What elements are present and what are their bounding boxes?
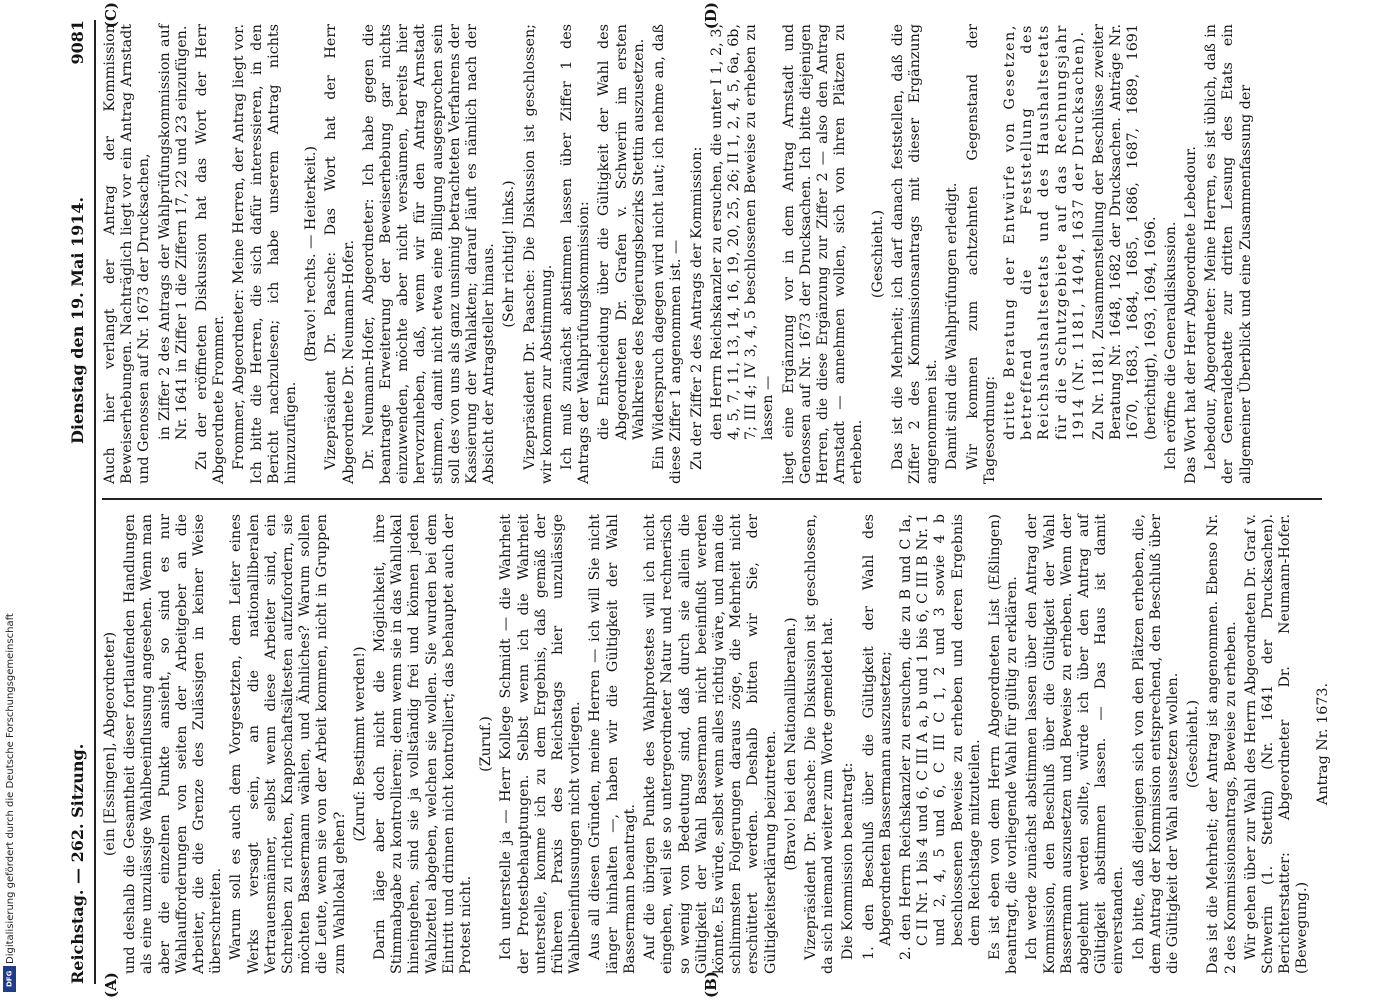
margin-marker-b: (B) bbox=[702, 971, 720, 998]
paragraph: Wir gehen über zur Wahl des Herrn Abgeordneten Dr. Graf v. Schwerin (1. Stettin) (Nr. 1641 der Drucksachen). Berichterstatter: Abgeordneter Dr. Neumann-Hofer. (Bewegung.) bbox=[1242, 514, 1311, 974]
rotated-page bbox=[60, 0, 1360, 1000]
paragraph: Warum soll es auch dem Vorgesetzten, dem Leiter eines Werks versagt sein, an die nationalliberalen Vertrauensmänner, selbst wenn diese Arbeiter sind, ein Schreiben zu richten, Knappschaftsältesten aufzufordern, sie möchten Bassermann wählen, und Ähnliches? Warum sollen die Leute, wenn sie von der Arbeit kommen, nicht in Gruppen zum Wahllokal gehen? bbox=[228, 514, 348, 974]
paragraph: Das ist die Mehrheit; der Antrag ist angenommen. Ebenso Nr. 2 des Kommissionsantrags, Beweise zu erheben. bbox=[1205, 514, 1239, 974]
paragraph: Lebedour, Abgeordneter: Meine Herren, es ist üblich, daß in der Generaldebatte zur dritten Lesung des Etats ein allgemeiner Überblick und eine Zusammenfassung der bbox=[1203, 24, 1254, 484]
paragraph: Zu der eröffneten Diskussion hat das Wort der Herr Abgeordnete Frommer. bbox=[194, 24, 228, 484]
logo-text: DFG bbox=[5, 970, 14, 988]
paragraph: Wir kommen zum achtzehnten Gegenstand der Tagesordnung: bbox=[964, 24, 998, 484]
page-header bbox=[60, 20, 96, 984]
paragraph: und deshalb die Gesamtheit dieser fortlaufenden Handlungen als eine unzulässige Wahlbeeinflussung angesehen. Wenn man aber die einzelnen Punkte ansieht, so sind es nur Wahlaufforderungen von seiten der Arbeitgeber an die Arbeiter, die die Grenze des Zulässigen in keiner Weise überschreiten. bbox=[122, 514, 225, 974]
credit-text: Digitalisierung gefördert durch die Deutsche Forschungsgemeinschaft bbox=[5, 613, 16, 964]
paragraph: Das ist die Mehrheit; ich darf danach feststellen, daß die Ziffer 2 des Kommissionsantrags mit dieser Ergänzung angenommen ist. bbox=[889, 24, 941, 484]
paragraph: Ich muß zunächst abstimmen lassen über Ziffer 1 des Antrags der Wahlprüfungskommission: bbox=[559, 24, 593, 484]
dfg-logo-icon bbox=[3, 966, 16, 992]
quoted-motion: in Ziffer 2 des Antrags der Wahlprüfungskommission auf Nr. 1641 in Ziffer 1 die Ziffern 17, 22 und 23 einzufügen. bbox=[156, 24, 190, 440]
interjection: (Geschieht.) bbox=[1185, 699, 1202, 789]
margin-marker-c: (C) bbox=[102, 2, 120, 29]
paragraph: Ich unterstelle ja — Herr Kollege Schmidt — die Wahrheit der Protestbehauptungen. Selbst wenn ich die Wahrheit unterstelle, komme ich zu dem Ergebnis, daß gemäß der früheren Praxis des Reichstags hier unzulässige Wahlbeeinflussungen nicht vorliegen. bbox=[498, 514, 584, 974]
margin-marker-d: (D) bbox=[702, 2, 720, 30]
paragraph: Antrag Nr. 1673. bbox=[1314, 682, 1331, 806]
motion-item: 1. den Beschluß über die Gültigkeit der Wahl des Abgeordneten Bassermann auszusetzen; bbox=[860, 514, 894, 960]
interjection: (Bravo! bei den Nationalliberalen.) bbox=[782, 617, 799, 871]
paragraph: liegt eine Ergänzung vor in dem Antrag Arnstadt und Genossen auf Nr. 1673 der Drucksachen. Ich bitte diejenigen Herren, die diese Ergänzung zur Ziffer 2 — also den Antrag Arnstadt — annehmen wollen, sich von ihren Plätzen zu erheben. bbox=[780, 24, 866, 484]
paragraph: Vizepräsident Dr. Paasche: Die Diskussion ist geschlossen; wir kommen zur Abstimmung. bbox=[521, 24, 555, 484]
interjection: (Sehr richtig! links.) bbox=[501, 180, 518, 328]
paragraph: Darin läge aber doch nicht die Möglichkeit, ihre Stimmabgabe zu kontrollieren; denn wenn sie in das Wahllokal hineingehen, sind sie ja vollständig frei und können jeden Wahlzettel abgeben, welchen sie wollen. Sie wurden bei dem Eintritt und drinnen nicht kontrolliert; das behauptet auch der Protest nicht. bbox=[372, 514, 475, 974]
interjection: (Bravo! rechts. — Heiterkeit.) bbox=[303, 145, 320, 363]
interjection: (Zuruf: Bestimmt werden!) bbox=[351, 646, 368, 842]
paragraph: Auch hier verlangt der Antrag der Kommission Beweiserhebungen. Nachträglich liegt vor ein Antrag Arnstadt und Genossen auf Nr. 1673 der Drucksachen, bbox=[102, 24, 153, 484]
margin-marker-a: (A) bbox=[102, 972, 120, 998]
column-divider bbox=[102, 498, 1322, 500]
header-date: Dienstag den 19. Mai 1914. bbox=[68, 196, 87, 444]
agenda-detail: Zu Nr. 1181, Zusammenstellung der Beschlüsse zweiter Beratung Nr. 1648, 1682 der Drucksachen. Anträge Nr. 1670, 1683, 1684, 1685, 1686, 1687, 1689, 1691 (berichtigt), 1693, 1694, 1696. bbox=[1090, 24, 1159, 440]
text-columns bbox=[102, 2, 1331, 998]
paragraph: Damit sind die Wahlprüfungen erledigt. bbox=[944, 182, 961, 470]
paragraph: Die Kommission beantragt: bbox=[840, 762, 857, 960]
left-column bbox=[102, 504, 1331, 984]
paragraph: Auf die übrigen Punkte des Wahlprotestes will ich nicht eingehen, weil sie so untergeordneter Natur und rechnerisch so wenig von Bedeutung sind, daß durch sie allein die Gültigkeit der Wahl Bassermann nicht beeinflußt werden könnte. Es würde, selbst wenn alles richtig wäre, und man die schlimmsten Folgerungen daraus zöge, die Mehrheit nicht erschüttert werden. Deshalb bitten wir Sie, der Gültigkeitserklärung beizutreten. bbox=[642, 514, 779, 974]
agenda-item: dritte Beratung der Entwürfe von Gesetzen, betreffend die Feststellung des Reichshaushaltsetats und des Haushaltsetats für die Schutzgebiete auf das Rechnungsjahr 1914 (Nr. 1181, 1404, 1637 der Drucksachen). bbox=[1001, 24, 1087, 440]
paragraph: Ein Widerspruch dagegen wird nicht laut; ich nehme an, daß diese Ziffer 1 angenommen ist. — bbox=[651, 24, 685, 484]
quoted-motion: die Entscheidung über die Gültigkeit der Wahl des Abgeordneten Dr. Grafen v. Schwerin im ersten Wahlkreise des Regierungsbezirks Stettin auszusetzen. bbox=[596, 24, 647, 440]
paragraph: Zu der Ziffer 2 des Antrags der Kommission: bbox=[688, 146, 705, 470]
right-column bbox=[102, 14, 1322, 494]
interjection: (Geschieht.) bbox=[869, 209, 886, 299]
paragraph: (ein [Essingen], Abgeordneter) bbox=[102, 631, 118, 857]
paragraph: Ich werde zunächst abstimmen lassen über den Antrag der Kommission, den Beschluß über die Gültigkeit der Wahl Bassermann auszusetzen und Beweise zu erheben. Wenn der abgelehnt werden sollte, würde ich über den Antrag auf Gültigkeit abstimmen lassen. — Das Haus ist damit einverstanden. bbox=[1024, 514, 1127, 974]
paragraph: Dr. Neumann-Hofer, Abgeordneter: Ich habe gegen die beantragte Erweiterung der Beweiserhebung gar nichts einzuwenden, möchte aber nicht versäumen, bereits hier hervorzuheben, daß, wenn wir für den Antrag Arnstadt stimmen, damit nicht etwa eine Billigung ausgesprochen sein soll des von uns als ganz unsinnig betrachteten Verfahrens der Kassierung der Wahlakten; darauf läuft es nämlich nach der Absicht der Antragsteller hinaus. bbox=[360, 24, 498, 484]
paragraph: Ich bitte, daß diejenigen sich von den Plätzen erheben, die, dem Antrag der Kommission entsprechend, den Beschluß über die Gültigkeit der Wahl aussetzen wollen. bbox=[1130, 514, 1181, 974]
paragraph: Frommer, Abgeordneter: Meine Herren, der Antrag liegt vor. Ich bitte die Herren, die sich dafür interessieren, in den Bericht nachzulesen; ich habe unserem Antrag nichts hinzuzufügen. bbox=[231, 24, 300, 484]
interjection: (Zuruf.) bbox=[478, 716, 495, 772]
motion-item: 2. den Herrn Reichskanzler zu ersuchen, die zu B und C Ia, C II Nr. 1 bis 4 und 6, C III A a, b und 1 bis 6, C III B Nr. 1 und 2, 4, 5 und 6, C III C 1, 2 und 3 sowie 4 b beschlossenen Beweise zu erheben und deren Ergebnis dem Reichstage mitzuteilen. bbox=[897, 514, 983, 960]
paragraph: Ich eröffne die Generaldiskussion. bbox=[1162, 221, 1179, 470]
page-number: 9081 bbox=[67, 20, 87, 65]
header-title: Reichstag. — 262. Sitzung. bbox=[67, 743, 87, 984]
digitization-credit bbox=[4, 4, 20, 994]
paragraph: Vizepräsident Dr. Paasche: Die Diskussion ist geschlossen, da sich niemand weiter zum Worte gemeldet hat. bbox=[802, 514, 837, 974]
paragraph: Das Wort hat der Herr Abgeordnete Lebedour. bbox=[1182, 146, 1199, 484]
paragraph: Aus all diesen Gründen, meine Herren — ich will Sie nicht länger hinhalten —, haben wir die Gültigkeit der Wahl Bassermann beantragt. bbox=[587, 514, 638, 974]
paragraph: Es ist eben von dem Herrn Abgeordneten List (Eßlingen) beantragt, die vorliegende Wahl für gültig zu erklären. bbox=[986, 514, 1021, 974]
paragraph: Vizepräsident Dr. Paasche: Das Wort hat der Herr Abgeordnete Dr. Neumann-Hofer. bbox=[323, 24, 357, 484]
quoted-motion: den Herrn Reichskanzler zu ersuchen, die unter I 1, 2, 3, 4, 5, 7, 11, 13, 14, 16, 19, 20, 25, 26; II 1, 2, 4, 5, 6a, 6b, 7; III 4; IV 3, 4, 5 beschlossenen Beweise zu erheben zu lassen — bbox=[708, 24, 777, 440]
